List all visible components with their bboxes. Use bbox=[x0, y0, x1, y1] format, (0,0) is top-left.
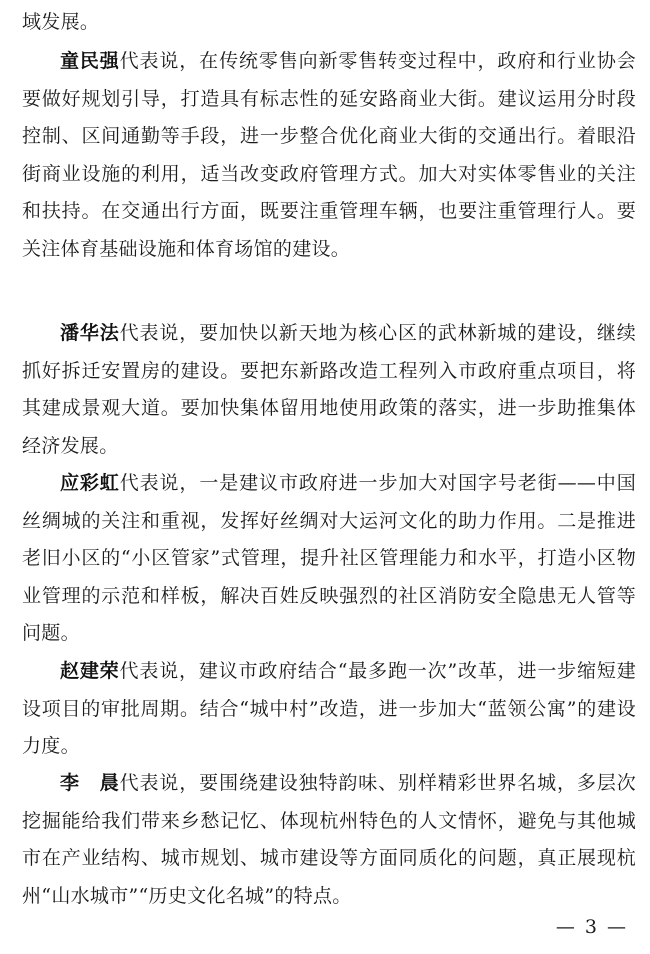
paragraph-tong-minqiang bbox=[22, 43, 636, 268]
paragraph-text: 代表说，在传统零售向新零售转变过程中，政府和行业协会要做好规划引导，打造具有标志性的延安路商业大街。建议运用分时段控制、区间通勤等手段，进一步整合优化商业大街的交通出行。着眼沿街商业设施的利用，适当改变政府管理方式。加大对实体零售业的关注和扶持。在交通出行方面，既要注重管理车辆，也要注重管理行人。要关注体育基础设施和体育场馆的建设。 bbox=[22, 50, 636, 260]
paragraph-text: 代表说，一是建议市政府进一步加大对国字号老街——中国丝绸城的关注和重视，发挥好丝绸对大运河文化的助力作用。二是推进老旧小区的“小区管家”式管理，提升社区管理能力和水平，打造小区物业管理的示范和样板，解决百姓反映强烈的社区消防安全隐患无人管等问题。 bbox=[22, 472, 636, 644]
paragraph-li-chen bbox=[22, 765, 636, 915]
speaker-name: 赵建荣 bbox=[60, 660, 120, 682]
paragraph-text: 代表说，建议市政府结合“最多跑一次”改革，进一步缩短建设项目的审批周期。结合“城中村”改造，进一步加大“蓝领公寓”的建设力度。 bbox=[22, 660, 636, 757]
speaker-name: 李 晨 bbox=[60, 772, 120, 794]
paragraph-text: 代表说，要围绕建设独特韵味、别样精彩世界名城，多层次挖掘能给我们带来乡愁记忆、体现杭州特色的人文情怀，避免与其他城市在产业结构、城市规划、城市建设等方面同质化的问题，真正展现杭州“山水城市”“历史文化名城”的特点。 bbox=[22, 772, 636, 907]
paragraph-continuation bbox=[22, 4, 636, 42]
speaker-name: 应彩虹 bbox=[60, 472, 120, 494]
speaker-name: 潘华法 bbox=[60, 322, 120, 344]
paragraph-text: 代表说，要加快以新天地为核心区的武林新城的建设，继续抓好拆迁安置房的建设。要把东新路改造工程列入市政府重点项目，将其建成景观大道。要加快集体留用地使用政策的落实，进一步助推集体经济发展。 bbox=[22, 322, 636, 457]
page-number: — 3 — bbox=[555, 916, 628, 938]
paragraph-text: 域发展。 bbox=[22, 11, 100, 33]
paragraph-ying-caihong bbox=[22, 465, 636, 653]
speaker-name: 童民强 bbox=[60, 50, 120, 72]
paragraph-zhao-jianrong bbox=[22, 653, 636, 766]
paragraph-pan-huafa bbox=[22, 315, 636, 465]
